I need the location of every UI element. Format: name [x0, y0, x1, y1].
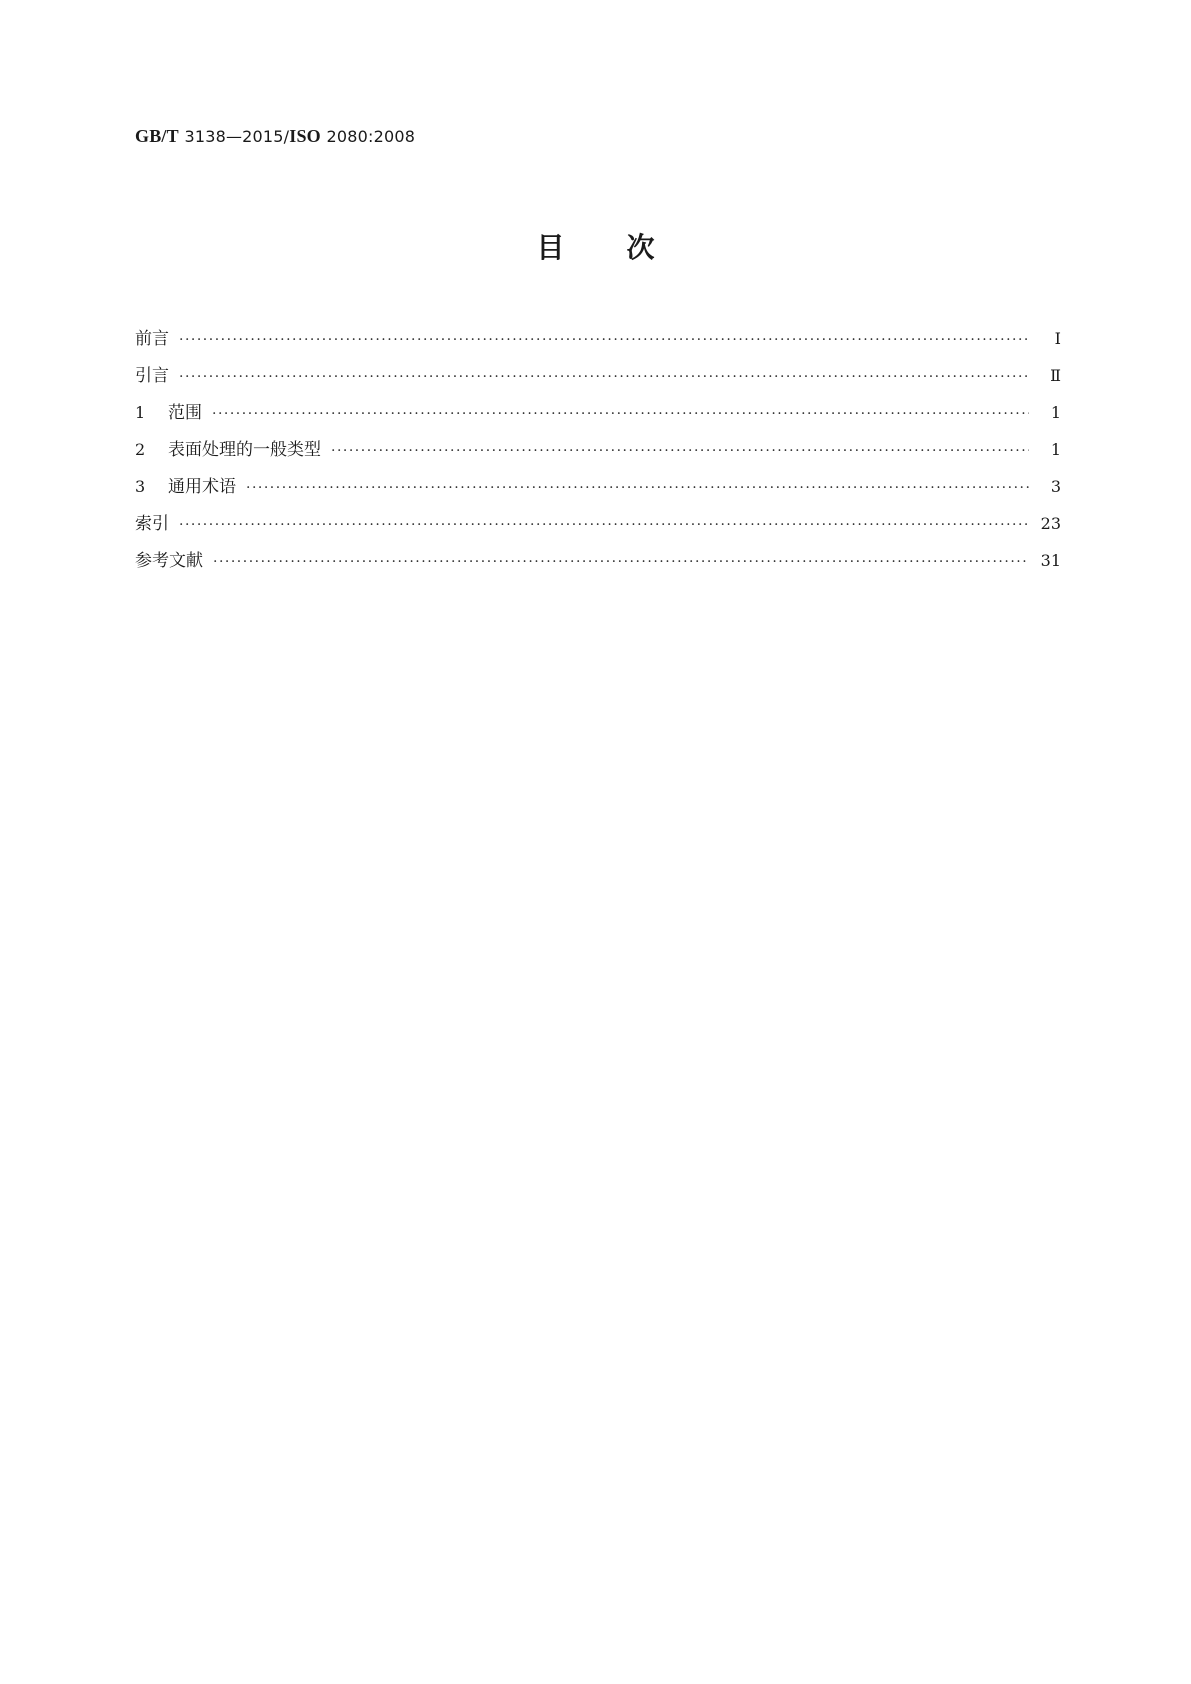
- toc-entry-page: 3: [1050, 477, 1061, 496]
- toc-entry-label: 参考文献: [135, 551, 203, 571]
- toc-entry-page: Ⅱ: [1050, 366, 1061, 385]
- toc-leader-dots: [246, 480, 1029, 496]
- toc-leader-dots: [213, 554, 1029, 570]
- toc-entry-general-terms[interactable]: [135, 472, 1061, 509]
- toc-entry-label: 通用术语: [168, 477, 236, 497]
- toc-entry-page: Ⅰ: [1054, 329, 1061, 348]
- toc-entry-number: 3: [135, 477, 146, 496]
- toc-entry-foreword[interactable]: [135, 324, 1061, 361]
- toc-entry-introduction[interactable]: [135, 361, 1061, 398]
- toc-leader-dots: [179, 517, 1029, 533]
- toc-entry-label: 引言: [135, 366, 169, 386]
- iso-prefix: ISO: [289, 126, 321, 146]
- toc-leader-dots: [179, 332, 1029, 348]
- toc-entry-label: 索引: [135, 514, 169, 534]
- toc-entry-page: 31: [1040, 551, 1061, 570]
- toc-entry-page: 1: [1050, 440, 1061, 459]
- toc-title: 目次: [536, 231, 717, 264]
- toc-entry-index[interactable]: [135, 509, 1061, 546]
- iso-number: 2080:2008: [326, 127, 416, 146]
- toc-entry-general-types[interactable]: [135, 435, 1061, 472]
- table-of-contents: [135, 324, 1061, 583]
- toc-leader-dots: [212, 406, 1029, 422]
- standard-number-header: [135, 126, 415, 147]
- toc-entry-number: 1: [135, 403, 146, 422]
- toc-leader-dots: [179, 369, 1029, 385]
- toc-entry-label: 表面处理的一般类型: [168, 440, 321, 460]
- toc-entry-number: 2: [135, 440, 146, 459]
- toc-entry-scope[interactable]: [135, 398, 1061, 435]
- standard-number: 3138—2015/: [184, 127, 290, 146]
- toc-entry-label: 范围: [168, 403, 202, 423]
- toc-entry-page: 23: [1040, 514, 1061, 533]
- toc-entry-label: 前言: [135, 329, 169, 349]
- toc-leader-dots: [331, 443, 1029, 459]
- toc-entry-page: 1: [1050, 403, 1061, 422]
- standard-prefix: GB/T: [135, 126, 179, 146]
- toc-entry-bibliography[interactable]: [135, 546, 1061, 583]
